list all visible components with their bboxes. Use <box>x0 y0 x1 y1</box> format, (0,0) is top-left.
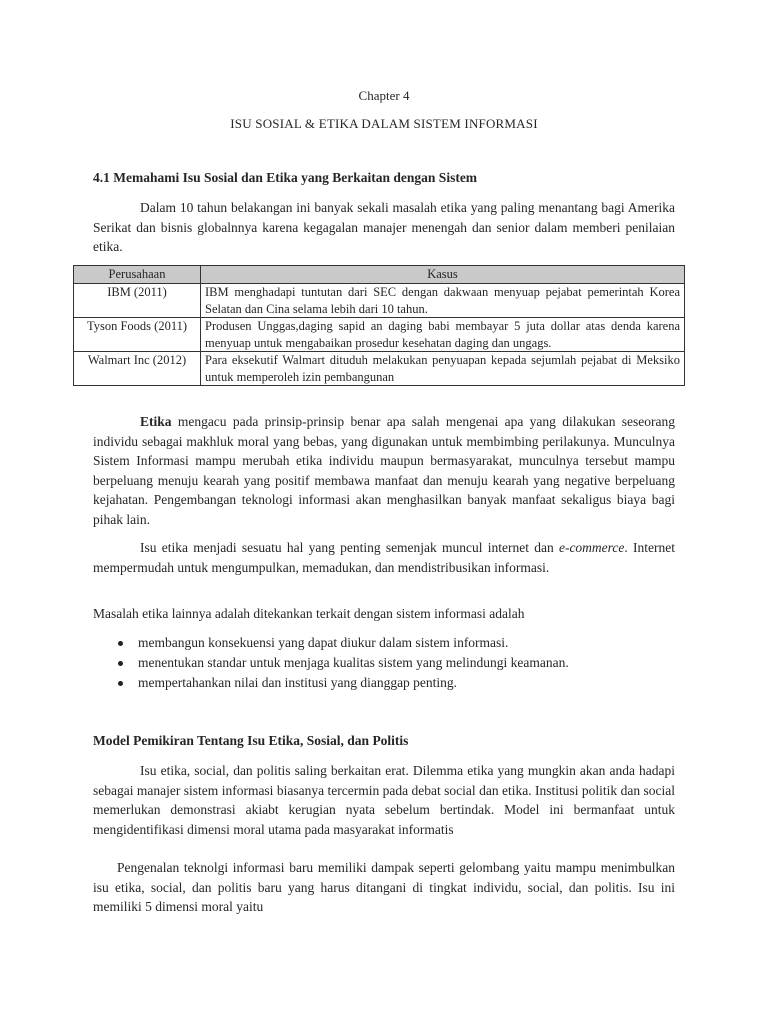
table-header-row <box>74 266 685 284</box>
etika-paragraph <box>93 412 675 529</box>
model-paragraph: Isu etika, social, dan politis saling berkaitan erat. Dilemma etika yang mungkin akan anda hadapi sebagai manajer sistem informasi biasanya tercermin pada debat social dan etika. Institusi politik dan social memerlukan demonstrasi akiabt kerugian nyata sebelum bertindak. Model ini bermanfaat untuk mengidentifikasi dimensi moral utama pada masyarakat informatis <box>93 763 675 837</box>
list-item <box>118 673 569 693</box>
bullet-icon <box>118 661 123 666</box>
company-cell: Tyson Foods (2011) <box>74 318 201 352</box>
bullet-list <box>118 633 569 693</box>
case-cell: IBM menghadapi tuntutan dari SEC dengan dakwaan menyuap pejabat pemerintah Korea Selatan dan Cina selama lebih dari 10 tahun. <box>201 284 685 318</box>
ecommerce-term: e-commerce <box>558 540 625 555</box>
masalah-paragraph: Masalah etika lainnya adalah ditekankan terkait dengan sistem informasi adalah <box>93 606 525 621</box>
list-item <box>118 653 569 673</box>
etika-term: Etika <box>140 414 172 429</box>
company-cell: Walmart Inc (2012) <box>74 352 201 386</box>
list-item-text: menentukan standar untuk menjaga kualitas sistem yang melindungi keamanan. <box>138 655 569 670</box>
column-header-company: Perusahaan <box>74 266 201 284</box>
isu-etika-text-before: Isu etika menjadi sesuatu hal yang penting semenjak muncul internet dan <box>140 540 559 555</box>
list-item <box>118 633 569 653</box>
chapter-label: Chapter 4 <box>358 88 410 103</box>
bullet-icon <box>118 681 123 686</box>
etika-text: mengacu pada prinsip-prinsip benar apa salah mengenai apa yang dilakukan seseorang individu sebagai makhluk moral yang bebas, yang digunakan untuk membimbing perilakunya. Munculnya Sistem Informasi mampu merubah etika individu maupun bermasyarakat, munculnya tersebut mampu berpeluang menuju kearah yang positif membawa manfaat dan menuju kearah yang negative berpeluang kejahatan. Pengembangan teknologi informasi akan menghasilkan banyak manfaat sekaligus biaya bagi pihak lain. <box>93 414 675 527</box>
isu-etika-paragraph <box>93 538 675 577</box>
case-cell: Para eksekutif Walmart dituduh melakukan penyuapan kepada sejumlah pejabat di Meksiko untuk memperoleh izin pembangunan <box>201 352 685 386</box>
list-item-text: mempertahankan nilai dan institusi yang dianggap penting. <box>138 675 458 690</box>
list-item-text: membangun konsekuensi yang dapat diukur dalam sistem informasi. <box>138 635 509 650</box>
company-cell: IBM (2011) <box>74 284 201 318</box>
chapter-title: ISU SOSIAL & ETIKA DALAM SISTEM INFORMASI <box>230 116 538 131</box>
intro-paragraph: Dalam 10 tahun belakangan ini banyak sekali masalah etika yang paling menantang bagi Amerika Serikat dan bisnis globalnnya karena kegagalan manajer menengah dan senior dalam memberi penilaian etika. <box>93 200 675 254</box>
table-row <box>74 352 685 386</box>
pengenalan-paragraph: Pengenalan teknolgi informasi baru memiliki dampak seperti gelombang yaitu mampu menimbulkan isu etika, social, dan politis baru yang harus ditangani di tingkat individu, social, dan politis. Isu ini memiliki 5 dimensi moral yaitu <box>93 860 675 914</box>
case-cell: Produsen Unggas,daging sapid an daging babi membayar 5 juta dollar atas denda karena menyuap untuk mengabaikan prosedur kesehatan daging dan ungags. <box>201 318 685 352</box>
model-heading: Model Pemikiran Tentang Isu Etika, Sosial, dan Politis <box>93 733 409 748</box>
section-heading: 4.1 Memahami Isu Sosial dan Etika yang Berkaitan dengan Sistem <box>93 170 478 185</box>
table-row <box>74 284 685 318</box>
column-header-case: Kasus <box>201 266 685 284</box>
table-row <box>74 318 685 352</box>
case-table <box>73 265 685 386</box>
isu-etika-text-after: . Internet mempermudah untuk mengumpulkan, memadukan, dan mendistribusikan informasi. <box>93 540 676 575</box>
bullet-icon <box>118 641 123 646</box>
